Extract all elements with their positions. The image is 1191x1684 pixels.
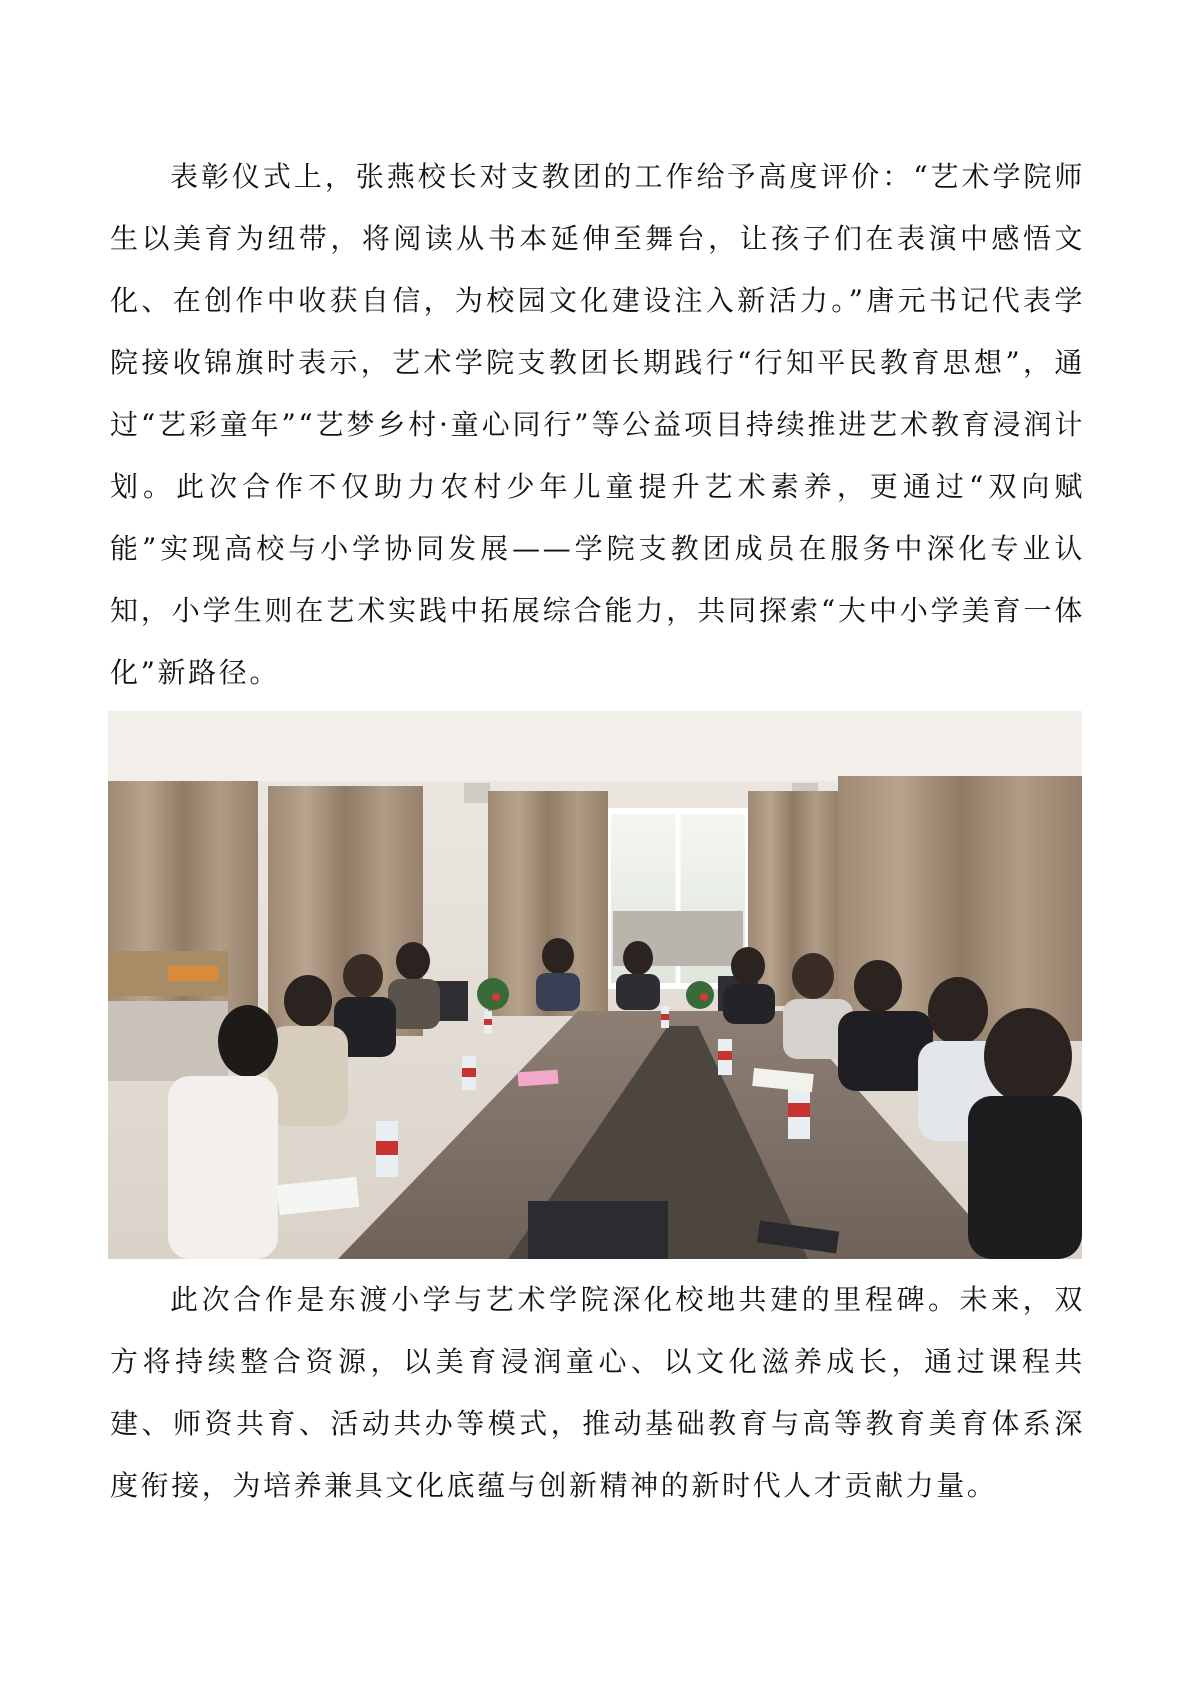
meeting-photo <box>108 711 1082 1259</box>
paragraph-future-cooperation: 此次合作是东渡小学与艺术学院深化校地共建的里程碑。未来，双方将持续整合资源，以美育浸润童心、以文化滋养成长，通过课程共建、师资共育、活动共办等模式，推动基础教育与高等教育美育体系深度衔接，为培养兼具文化底蕴与创新精神的新时代人才贡献力量。 <box>110 1283 1085 1502</box>
paragraph-award-ceremony: 表彰仪式上，张燕校长对支教团的工作给予高度评价：“艺术学院师生以美育为纽带，将阅读从书本延伸至舞台，让孩子们在表演中感悟文化、在创作中收获自信，为校园文化建设注入新活力。”唐元书记代表学院接收锦旗时表示，艺术学院支教团长期践行“行知平民教育思想”，通过“艺彩童年”“艺梦乡村·童心同行”等公益项目持续推进艺术教育浸润计划。此次合作不仅助力农村少年儿童提升艺术素养，更通过“双向赋能”实现高校与小学协同发展——学院支教团成员在服务中深化专业认知，小学生则在艺术实践中拓展综合能力，共同探索“大中小学美育一体化”新路径。 <box>110 160 1085 689</box>
